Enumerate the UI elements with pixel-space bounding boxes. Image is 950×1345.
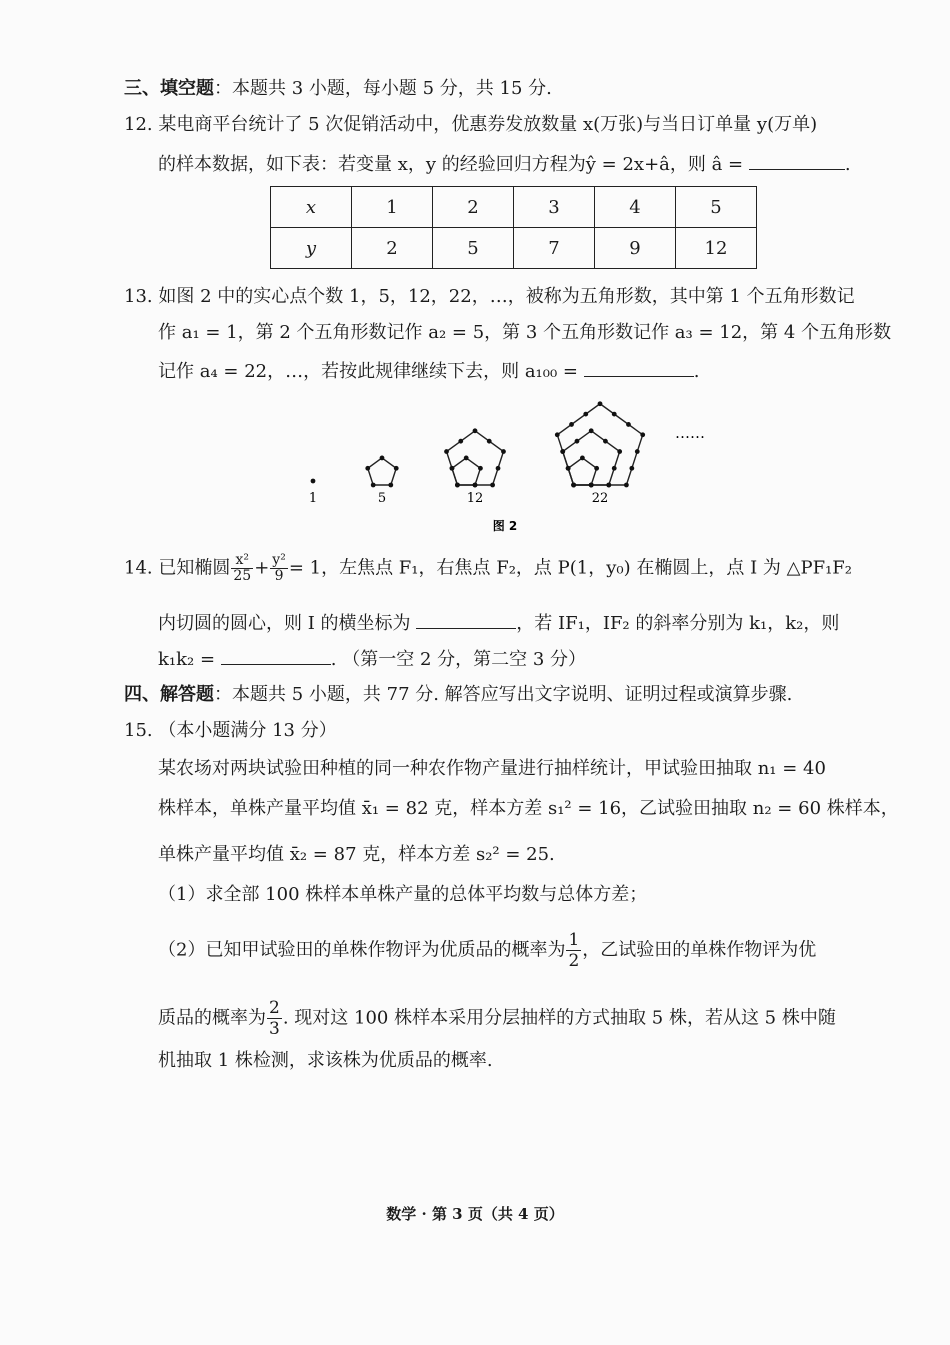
figure-dot xyxy=(560,449,565,454)
question-text: . （第一空 2 分，第二空 3 分） xyxy=(330,649,587,670)
regression-equation: ŷ = 2x+â，则 â = xyxy=(585,154,744,175)
answer-blank-1[interactable] xyxy=(416,612,516,629)
question-text: 单株产量平均值 x̄₂ = 87 克，样本方差 s₂² = 25. xyxy=(158,844,555,865)
figure-dot xyxy=(487,439,492,444)
figure-dot xyxy=(594,466,599,471)
probability-fraction-b: $\frac{2}{3}$ xyxy=(269,998,280,1039)
figure-dot xyxy=(606,483,611,488)
question-text: 作 a₁ = 1，第 2 个五角形数记作 a₂ = 5，第 3 个五角形数记作 a₃ = 12，第 4 个五角形数 xyxy=(158,322,892,343)
figure-dot xyxy=(464,456,469,461)
figure-dot xyxy=(555,432,560,437)
table-cell: 5 xyxy=(676,187,757,228)
data-table xyxy=(270,186,757,269)
table-cell: 2 xyxy=(352,228,433,269)
ellipse-x-fraction: $\frac{\text{x²}}{25}$ xyxy=(233,552,252,584)
question-number: 13. xyxy=(124,286,153,307)
figure-dot xyxy=(589,483,594,488)
figure-dot xyxy=(580,456,585,461)
section-4-heading xyxy=(124,686,792,704)
table-cell: y xyxy=(271,228,352,269)
figure-dot xyxy=(575,439,580,444)
figure-dot xyxy=(478,466,483,471)
question-text: 记作 a₄ = 22，…，若按此规律继续下去，则 a₁₀₀ = xyxy=(158,361,579,382)
question-text: 某农场对两块试验田种植的同一种农作物产量进行抽样统计，甲试验田抽取 n₁ = 40 xyxy=(158,758,826,779)
pentagon-outline xyxy=(368,458,396,485)
figure-dot xyxy=(394,466,399,471)
question-text: 如图 2 中的实心点个数 1，5，12，22，…，被称为五角形数，其中第 1 个五角形数记 xyxy=(158,286,855,307)
figure-dot xyxy=(458,439,463,444)
figure-dot xyxy=(311,479,316,484)
table-cell: 12 xyxy=(676,228,757,269)
sub-question: 质品的概率为 xyxy=(158,1007,266,1029)
question-number: 15. xyxy=(124,720,153,741)
pentagonal-numbers-figure xyxy=(290,385,730,545)
page-footer: 数学 · 第 3 页（共 4 页） xyxy=(386,1205,564,1223)
ellipse-y-fraction: $\frac{\text{y²}}{9}$ xyxy=(272,552,286,584)
figure-dot xyxy=(569,422,574,427)
figure-dot xyxy=(496,466,501,471)
figure-label-5: 5 xyxy=(377,491,387,506)
pentagon-outline xyxy=(447,431,504,485)
figure-ellipsis: …… xyxy=(675,424,705,442)
q15-part-2 xyxy=(158,930,816,971)
q15-part-2-cont xyxy=(158,998,836,1039)
figure-dot xyxy=(640,432,645,437)
sub-question: . 现对这 100 株样本采用分层抽样的方式抽取 5 株，若从这 5 株中随 xyxy=(282,1007,836,1029)
figure-dot xyxy=(566,466,571,471)
figure-dot xyxy=(450,466,455,471)
table-row xyxy=(271,228,757,269)
figure-dot xyxy=(612,466,617,471)
section-desc: ：本题共 5 小题，共 77 分. 解答应写出文字说明、证明过程或演算步骤. xyxy=(214,684,793,705)
figure-dot xyxy=(473,428,478,433)
figure-dot xyxy=(365,466,370,471)
sub-question: （1）求全部 100 株样本单株产量的总体平均数与总体方差； xyxy=(158,884,648,905)
q14-line-2 xyxy=(158,612,839,633)
figure-dot xyxy=(624,483,629,488)
question-number: 14. xyxy=(124,557,153,579)
figure-dot xyxy=(571,483,576,488)
answer-blank[interactable] xyxy=(749,153,845,170)
q14-line-3 xyxy=(158,648,586,669)
question-text: 株样本，单株产量平均值 x̄₁ = 82 克，样本方差 s₁² = 16，乙试验田抽取 n₂ = 60 株样本， xyxy=(158,798,899,819)
figure-dot xyxy=(380,456,385,461)
figure-dot xyxy=(626,422,631,427)
figure-dot xyxy=(617,449,622,454)
q15-header xyxy=(124,722,337,740)
sub-question: （2）已知甲试验田的单株作物评为优质品的概率为 xyxy=(158,939,566,961)
table-cell: x xyxy=(271,187,352,228)
figure-dot xyxy=(629,466,634,471)
answer-blank-2[interactable] xyxy=(221,648,331,665)
q15-part-2-end xyxy=(158,1052,493,1070)
figure-dot xyxy=(603,439,608,444)
sub-question: 机抽取 1 株检测，求该株为优质品的概率. xyxy=(158,1050,493,1071)
section-title: 三、填空题 xyxy=(124,78,214,99)
table-cell: 3 xyxy=(514,187,595,228)
figure-dot xyxy=(490,483,495,488)
figure-dot xyxy=(501,449,506,454)
q15-para-3 xyxy=(158,846,555,864)
q13-line-2 xyxy=(158,324,891,342)
q15-para-2 xyxy=(158,800,899,818)
sub-question: ，乙试验田的单株作物评为优 xyxy=(582,939,817,961)
question-text: ，若 IF₁，IF₂ 的斜率分别为 k₁，k₂，则 xyxy=(516,613,840,634)
probability-fraction-a: $\frac{1}{2}$ xyxy=(568,930,580,971)
q13-line-1 xyxy=(124,288,855,306)
figure-dot xyxy=(455,483,460,488)
table-cell: 2 xyxy=(433,187,514,228)
pentagon-outline xyxy=(557,404,642,485)
question-text: 某电商平台统计了 5 次促销活动中，优惠券发放数量 x(万张)与当日订单量 y(万单) xyxy=(158,114,818,135)
question-score: （本小题满分 13 分） xyxy=(158,720,337,741)
q14-line-1: 14. 已知椭圆 $\frac{\text{x²}}{25}$ + $\frac{\text{y²}}{9}$ = 1，左焦点 F₁，右焦点 F₂，点 P(1，y₀) 在椭圆上，点 I 为 △PF₁F₂ xyxy=(124,552,853,584)
figure-dot xyxy=(583,412,588,417)
section-title: 四、解答题 xyxy=(124,684,214,705)
figure-dot xyxy=(612,412,617,417)
figure-dot xyxy=(444,449,449,454)
question-text: 已知椭圆 xyxy=(158,557,231,579)
q15-para-1 xyxy=(158,760,826,778)
table-cell: 7 xyxy=(514,228,595,269)
figure-dot xyxy=(589,428,594,433)
figure-label-22: 22 xyxy=(591,491,609,506)
question-number: 12. xyxy=(124,114,153,135)
figure-dot xyxy=(388,483,393,488)
q12-line-2: 的样本数据，如下表：若变量 x，y 的经验回归方程为ŷ = 2x+â，则 â = . xyxy=(158,154,851,175)
table-cell: 4 xyxy=(595,187,676,228)
question-text: 内切圆的圆心，则 I 的横坐标为 xyxy=(158,613,411,634)
question-text: 的样本数据，如下表：若变量 x，y 的经验回归方程为 xyxy=(158,154,586,175)
question-text: k₁k₂ = xyxy=(158,649,216,670)
answer-blank[interactable] xyxy=(584,360,694,377)
figure-label-1: 1 xyxy=(308,491,318,506)
question-text: = 1，左焦点 F₁，右焦点 F₂，点 P(1，y₀) 在椭圆上，点 I 为 △PF₁F₂ xyxy=(288,557,853,579)
figure-dot xyxy=(371,483,376,488)
figure-dot xyxy=(473,483,478,488)
figure-dot xyxy=(635,449,640,454)
table-cell: 5 xyxy=(433,228,514,269)
figure-dot xyxy=(598,401,603,406)
q12-line-1 xyxy=(124,116,817,134)
table-row xyxy=(271,187,757,228)
figure-caption: 图 2 xyxy=(492,519,518,533)
section-3-heading xyxy=(124,80,552,98)
table-cell: 1 xyxy=(352,187,433,228)
figure-label-12: 12 xyxy=(466,491,484,506)
q13-line-3: 记作 a₄ = 22，…，若按此规律继续下去，则 a₁₀₀ = . xyxy=(158,361,700,382)
q15-part-1 xyxy=(158,886,647,904)
section-desc: ：本题共 3 小题，每小题 5 分，共 15 分. xyxy=(214,78,552,99)
table-cell: 9 xyxy=(595,228,676,269)
